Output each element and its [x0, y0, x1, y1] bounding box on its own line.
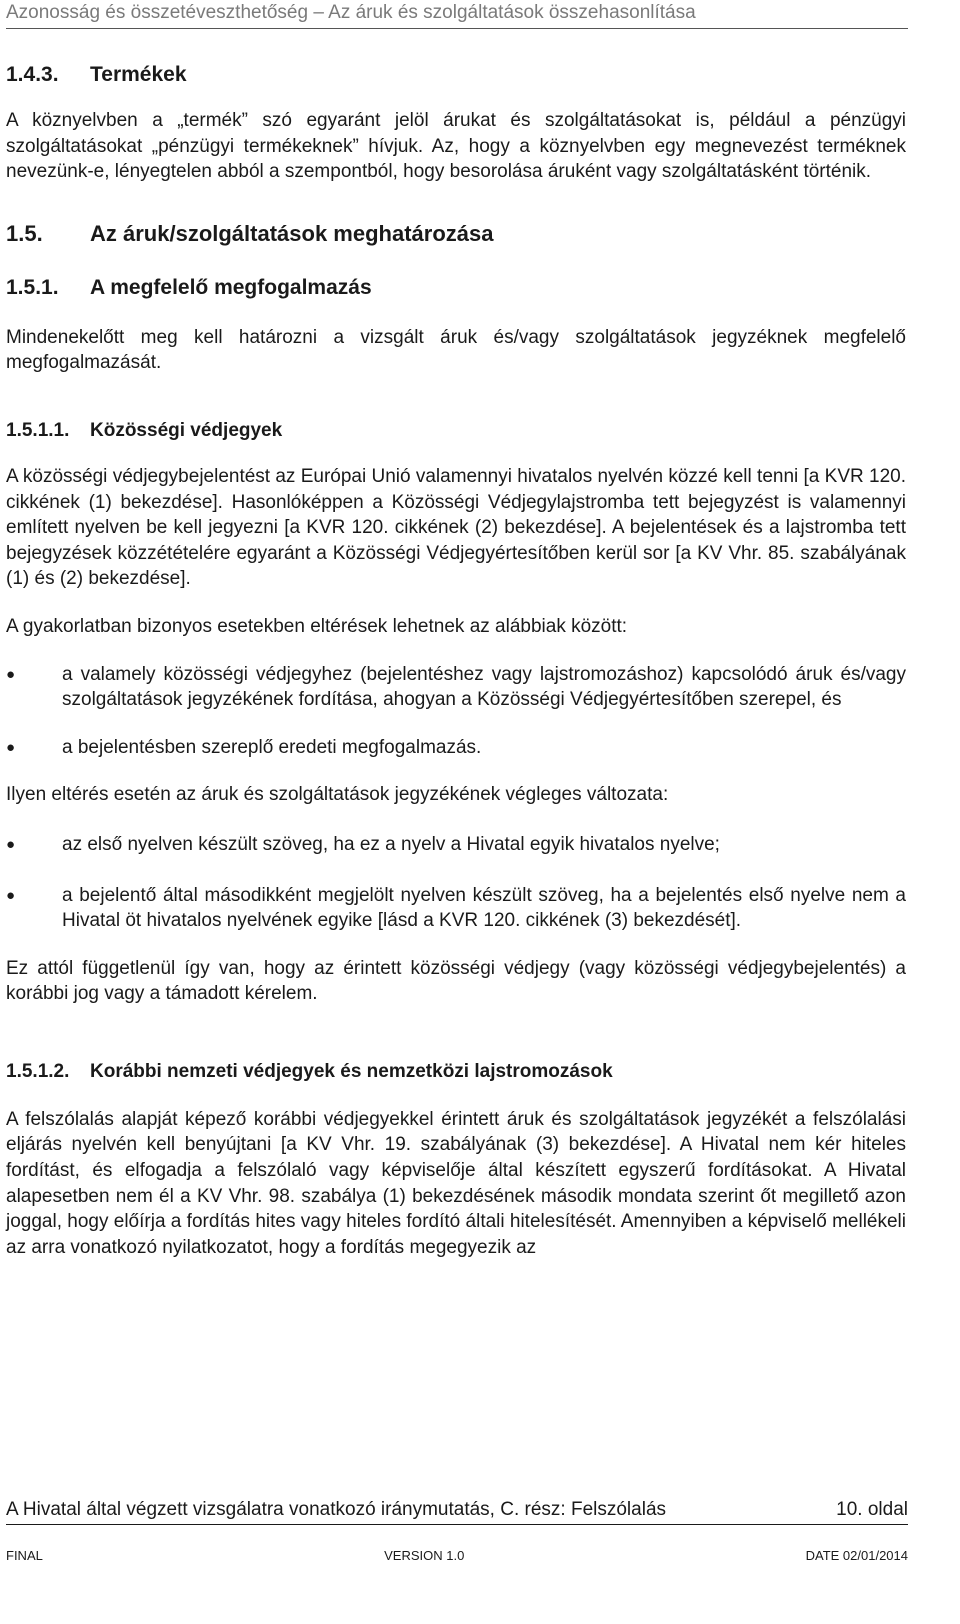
list-item: ● az első nyelven készült szöveg, ha ez a nyelv a Hivatal egyik hivatalos nyelve;: [6, 832, 906, 858]
bullet-list: [6, 832, 906, 934]
paragraph: A felszólalás alapját képező korábbi védjegyekkel érintett áruk és szolgáltatások jegyzékét a felszólalási eljárás nyelvén kell benyújtani [a KV Vhr. 19. szabályának (3) bekezdése]. A Hivatal nem kér hiteles fordítást, és elfogadja a felszólaló vagy képviselője által készített egyszerű fordításokat. A Hivatal alapesetben nem él a KV Vhr. 98. szabálya (1) bekezdésének második mondata szerint őt megillető azon joggal, hogy előírja a fordítás hites vagy hiteles fordító általi hitelesítését. Amennyiben a képviselő mellékeli az arra vonatkozó nyilatkozatot, hogy a fordítás megegyezik az: [6, 1108, 906, 1258]
bullet-list: [6, 662, 906, 761]
paragraph: A köznyelvben a „termék” szó egyaránt jelöl árukat és szolgáltatásokat is, például a pénzügyi szolgáltatásokat „pénzügyi termékeknek” hívjuk. Az, hogy a köznyelvben egy megnevezést terméknek nevezünk-e, lényegtelen abból a szempontból, hogy besorolása áruként vagy szolgáltatásként történik.: [6, 110, 906, 183]
paragraph: Mindenekelőtt meg kell határozni a vizsgált áruk és/vagy szolgáltatások jegyzéknek megfelelő megfogalmazását.: [6, 326, 906, 374]
section-title: Termékek: [90, 63, 187, 86]
section-heading-1-4-3: [6, 62, 906, 88]
header-divider: [6, 28, 908, 29]
paragraph: A közösségi védjegybejelentést az Európai Unió valamennyi hivatalos nyelvén közzé kell tenni [a KVR 120. cikkének (1) bekezdése]. Hasonlóképpen a Közösségi Védjegylajstromba tett bejegyzést is valamennyi említett nyelven be kell jegyezni [a KVR 120. cikkének (2) bekezdése]. A bejelentések és a lajstromba tett bejegyzések közzétételére egyaránt a Közösségi Védjegyértesítőben kerül sor [a KV Vhr. 85. szabályának (1) és (2) bekezdése].: [6, 465, 906, 590]
status-label: FINAL: [6, 1548, 43, 1563]
section-number: 1.5.1.1.: [6, 419, 70, 441]
section-number: 1.4.3.: [6, 63, 59, 86]
section-title: A megfelelő megfogalmazás: [90, 275, 372, 299]
footer-divider: [6, 1524, 908, 1525]
section-title: Közösségi védjegyek: [90, 419, 283, 441]
footer-meta: [6, 1548, 908, 1564]
list-item: ● a valamely közösségi védjegyhez (bejelentéshez vagy lajstromozáshoz) kapcsolódó áruk és/vagy szolgáltatások jegyzékének fordítása, ahogyan a Közösségi Védjegyértesítőben szerepel, és: [6, 662, 906, 713]
section-number: 1.5.1.: [6, 275, 59, 299]
section-title: Korábbi nemzeti védjegyek és nemzetközi lajstromozások: [90, 1060, 613, 1082]
page-number: 10. oldal: [836, 1499, 908, 1520]
footer-document-title: A Hivatal által végzett vizsgálatra vonatkozó iránymutatás, C. rész: Felszólalás: [6, 1499, 667, 1520]
section-heading-1-5-1-2: [6, 1059, 906, 1085]
list-item: ● a bejelentésben szereplő eredeti megfogalmazás.: [6, 735, 906, 761]
section-heading-1-5: [6, 221, 906, 247]
running-header: Azonosság és összetéveszthetőség – Az áruk és szolgáltatások összehasonlítása: [6, 2, 696, 23]
document-body: [6, 62, 906, 1260]
paragraph: Ez attól függetlenül így van, hogy az érintett közösségi védjegy (vagy közösségi védjegybejelentés) a korábbi jog vagy a támadott kérelem.: [6, 957, 906, 1005]
section-heading-1-5-1-1: [6, 418, 906, 444]
section-title: Az áruk/szolgáltatások meghatározása: [90, 220, 494, 246]
date-label: DATE 02/01/2014: [805, 1548, 908, 1563]
section-number: 1.5.: [6, 220, 43, 246]
page-footer: [6, 1497, 908, 1523]
version-label: VERSION 1.0: [384, 1548, 465, 1563]
paragraph: Ilyen eltérés esetén az áruk és szolgáltatások jegyzékének végleges változata:: [6, 784, 669, 806]
paragraph: A gyakorlatban bizonyos esetekben eltérések lehetnek az alábbiak között:: [6, 615, 628, 637]
list-item: ● a bejelentő által másodikként megjelölt nyelven készült szöveg, ha a bejelentés első nyelve nem a Hivatal öt hivatalos nyelvének egyike [lásd a KVR 120. cikkének (3) bekezdését].: [6, 883, 906, 934]
section-heading-1-5-1: [6, 275, 906, 301]
section-number: 1.5.1.2.: [6, 1060, 70, 1082]
